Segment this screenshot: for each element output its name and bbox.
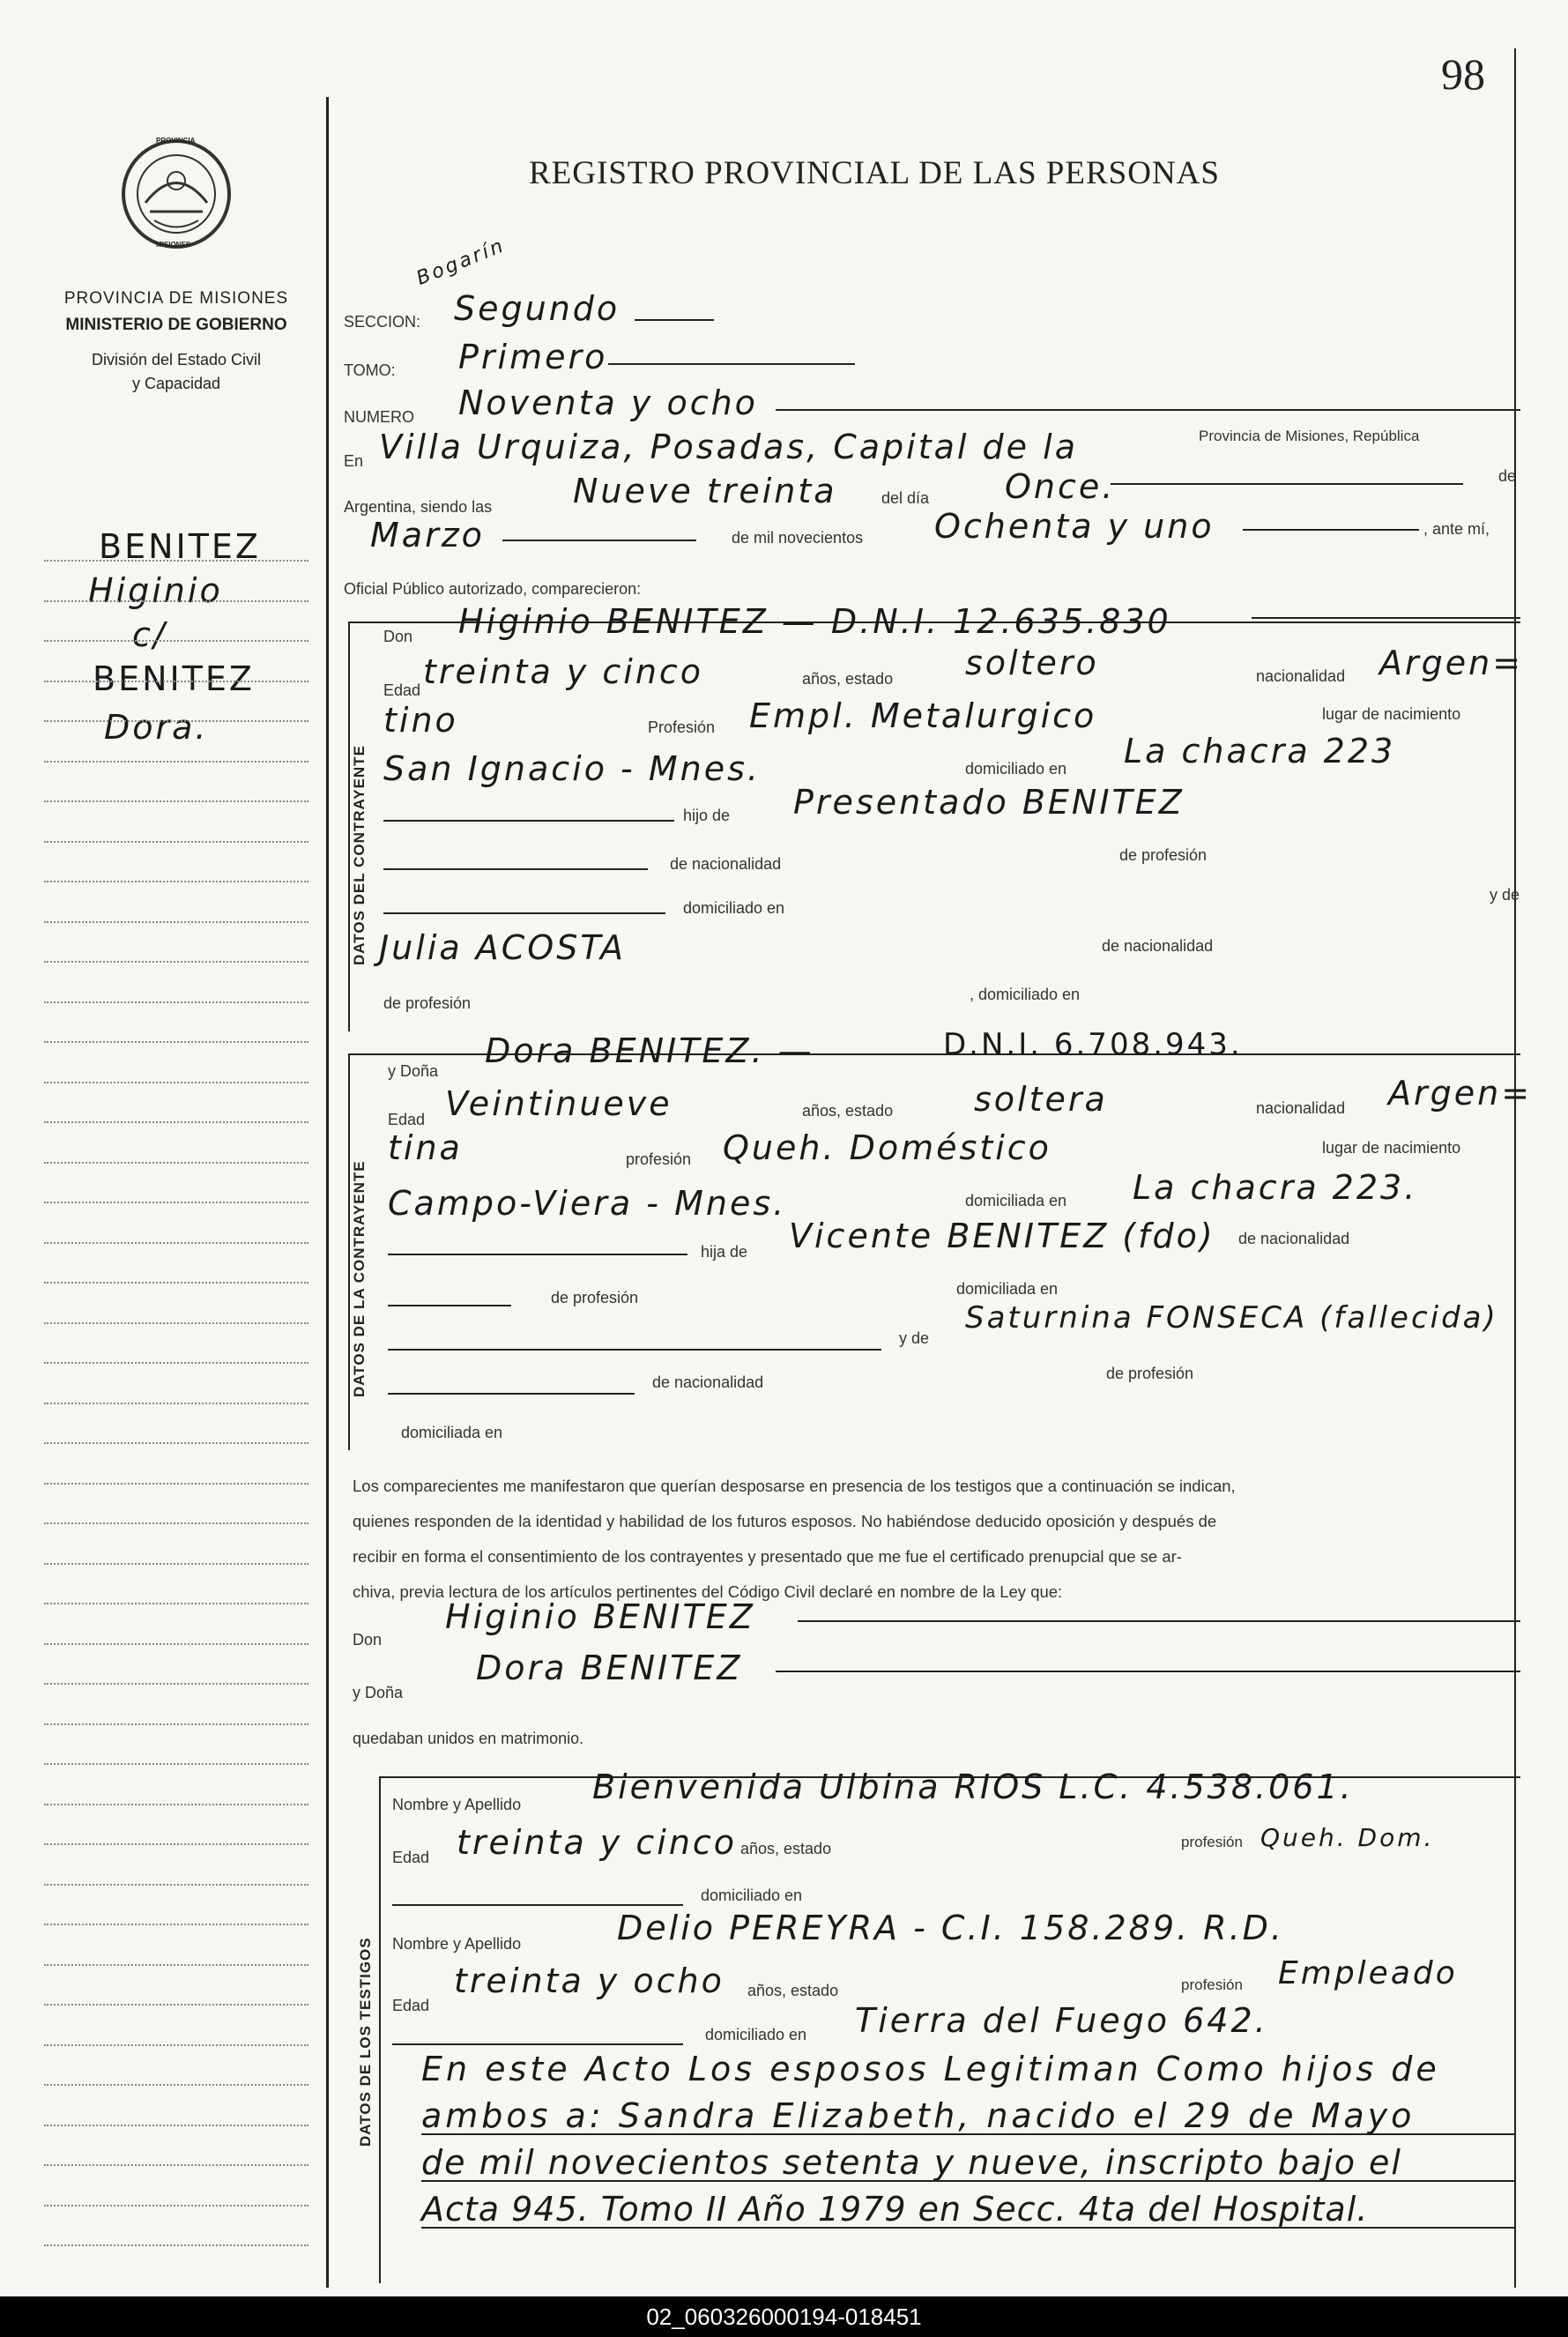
t1-profesion: Queh. Dom. <box>1260 1823 1435 1852</box>
contrayente-nacionalidad-1: Argen= <box>1379 644 1524 682</box>
margin-ruled-line <box>44 640 308 642</box>
contrayenta-bracket <box>348 1053 350 1450</box>
don-label: Don <box>383 628 413 645</box>
argentina-label: Argentina, siendo las <box>344 498 493 516</box>
margin-ruled-line <box>44 2044 308 2046</box>
margin-ruled-line <box>44 1001 308 1003</box>
contrayente-lugar-nac: San Ignacio - Mnes. <box>383 749 761 788</box>
notes-line1: En este Acto Los esposos Legitiman Como hijos de <box>421 2050 1440 2088</box>
madre-nac-underline-2 <box>388 1393 635 1395</box>
notes-rule3 <box>421 2227 1514 2229</box>
dia-underline <box>1111 483 1463 485</box>
annotation-bogarin: Bogarín <box>413 234 509 290</box>
margin-ruled-line <box>44 1643 308 1645</box>
ydee-underline-2 <box>388 1349 881 1351</box>
contrayente-padre: Presentado BENITEZ <box>793 783 1185 822</box>
contrayenta-nacionalidad-1: Argen= <box>1388 1074 1533 1113</box>
page-number: 98 <box>1441 49 1485 99</box>
lugar-nac-label-2: lugar de nacimiento <box>1322 1139 1461 1157</box>
lugar-value: Villa Urquiza, Posadas, Capital de la <box>379 428 1078 466</box>
padre-dom-underline <box>383 912 665 914</box>
anio-underline <box>1243 529 1419 531</box>
contrayente-section-label: DATOS DEL CONTRAYENTE <box>351 745 368 965</box>
t2-anos-estado-label: años, estado <box>747 1982 839 1999</box>
madre-nac-label: de nacionalidad <box>1102 937 1214 955</box>
notes-line3: de mil novecientos setenta y nueve, inscripto bajo el <box>421 2143 1402 2182</box>
seal-text-bottom: MISIONES <box>156 241 191 249</box>
t1-dom-label: domiciliado en <box>701 1887 803 1904</box>
contrayenta-section-label: DATOS DE LA CONTRAYENTE <box>351 1160 368 1397</box>
margin-ruled-line <box>44 1683 308 1685</box>
decl-dona: Dora BENITEZ <box>476 1649 743 1687</box>
en-label: En <box>344 452 364 470</box>
edad-label: Edad <box>383 681 421 699</box>
margin-ruled-line <box>44 1884 308 1886</box>
margin-ruled-line <box>44 761 308 763</box>
margin-ruled-line <box>44 1242 308 1244</box>
margin-note-line4: BENITEZ <box>93 659 255 698</box>
contrayente-domicilio: La chacra 223 <box>1124 732 1396 770</box>
nacionalidad-label: nacionalidad <box>1256 667 1346 685</box>
margin-ruled-line <box>44 2164 308 2166</box>
nombre-underline <box>1252 617 1520 619</box>
t2-domicilio: Tierra del Fuego 642. <box>855 2001 1268 2040</box>
margin-ruled-line <box>44 1924 308 1925</box>
declaration-line2: quienes responden de la identidad y habilidad de los futuros esposos. No habiéndose deducido oposición y después de <box>353 1512 1217 1530</box>
margin-note-line5: Dora. <box>104 708 209 747</box>
lugar-nac-label: lugar de nacimiento <box>1322 705 1461 723</box>
margin-ruled-line <box>44 841 308 843</box>
madre-nac-label-2: de nacionalidad <box>652 1373 764 1391</box>
contrayente-nacionalidad-2: tino <box>383 701 458 740</box>
margin-ruled-line <box>44 881 308 882</box>
document-title: REGISTRO PROVINCIAL DE LAS PERSONAS <box>529 155 1220 191</box>
tomo-underline <box>608 363 855 365</box>
hija-de-label: hija de <box>701 1243 748 1261</box>
dona-label: y Doña <box>388 1062 439 1080</box>
declaration-line1: Los comparecientes me manifestaron que querían desposarse en presencia de los testigos que a continuación se indican, <box>353 1477 1236 1495</box>
margin-ruled-line <box>44 1603 308 1604</box>
t1-edad-label: Edad <box>392 1849 430 1866</box>
edad-label-2: Edad <box>388 1111 426 1128</box>
t2-edad: treinta y ocho <box>454 1961 725 2000</box>
hijo-de-label: hijo de <box>683 807 731 824</box>
decl-don-label: Don <box>353 1631 383 1649</box>
margin-ruled-line <box>44 2244 308 2246</box>
margin-note-line1: BENITEZ <box>99 527 261 566</box>
hijo-underline-left <box>383 820 674 822</box>
margin-ruled-line <box>44 1121 308 1123</box>
domiciliada-label: domiciliada en <box>965 1192 1067 1209</box>
seccion-value: Segundo <box>454 289 621 328</box>
contrayenta-nacionalidad-2: tina <box>388 1128 463 1167</box>
y-de-label: y de <box>1490 886 1520 904</box>
madre-dom-label: , domiciliado en <box>970 986 1081 1003</box>
margin-ruled-line <box>44 1563 308 1565</box>
de-label: de <box>1498 467 1517 485</box>
margin-ruled-line <box>44 681 308 682</box>
margin-ruled-line <box>44 720 308 722</box>
contrayente-estado: soltero <box>965 644 1099 682</box>
right-border-line <box>1514 48 1516 2288</box>
margin-ruled-line <box>44 2205 308 2207</box>
margin-ruled-line <box>44 1723 308 1725</box>
contrayenta-dni: D.N.I. 6.708.943. <box>943 1027 1243 1062</box>
padre-dom-label: domiciliado en <box>683 899 785 917</box>
margin-ruled-line <box>44 1041 308 1043</box>
padre-nac-underline <box>383 868 648 870</box>
t2-dom-underline <box>392 2043 683 2045</box>
t1-profesion-label: profesión <box>1181 1834 1243 1850</box>
division-line2: y Capacidad <box>131 375 221 392</box>
profesion-label-2: profesión <box>626 1150 692 1168</box>
domiciliado-label: domiciliado en <box>965 760 1067 778</box>
declaration-line3: recibir en forma el consentimiento de los contrayentes y presentado que me fue el certificado prenupcial que se ar- <box>353 1547 1182 1566</box>
anos-estado-label-2: años, estado <box>802 1102 894 1120</box>
oficial-label: Oficial Público autorizado, comparecieron: <box>344 580 642 598</box>
division-line1: División del Estado Civil <box>91 351 262 368</box>
t2-nombre-label: Nombre y Apellido <box>392 1935 522 1953</box>
hija-underline-left <box>388 1254 687 1255</box>
margin-ruled-line <box>44 921 308 923</box>
margin-ruled-line <box>44 1403 308 1404</box>
margin-ruled-line <box>44 2004 308 2006</box>
t1-nombre-label: Nombre y Apellido <box>392 1796 522 1813</box>
t2-profesion-label: profesión <box>1181 1976 1243 1993</box>
contrayenta-nombre: Dora BENITEZ. — <box>485 1031 814 1070</box>
margin-ruled-line <box>44 1964 308 1966</box>
padre-nac-label: de nacionalidad <box>670 855 782 873</box>
contrayenta-domicilio: La chacra 223. <box>1133 1168 1418 1207</box>
notes-rule1 <box>421 2133 1514 2135</box>
padre-dom-label-2: domiciliada en <box>956 1280 1059 1298</box>
margin-ruled-line <box>44 1322 308 1324</box>
anio-value: Ochenta y uno <box>934 507 1215 546</box>
margin-note-line3: c/ <box>132 615 167 654</box>
left-rule <box>326 97 329 2288</box>
seal-text-top: PROVINCIA <box>156 137 196 145</box>
margin-ruled-line <box>44 1763 308 1765</box>
contrayente-nombre: Higinio BENITEZ — D.N.I. 12.635.830 <box>458 602 1171 641</box>
notes-rule2 <box>421 2180 1514 2182</box>
anos-estado-label: años, estado <box>802 670 894 688</box>
ministry-name: MINISTERIO DE GOBIERNO <box>65 316 287 334</box>
decl-don-underline <box>798 1620 1520 1622</box>
margin-ruled-line <box>44 2125 308 2126</box>
numero-value: Noventa y ocho <box>458 383 758 422</box>
contrayente-bracket <box>348 621 350 1031</box>
padre-prof-label-2: de profesión <box>551 1289 639 1306</box>
t2-profesion: Empleado <box>1278 1955 1458 1991</box>
notes-line2: ambos a: Sandra Elizabeth, nacido el 29 de Mayo <box>421 2096 1416 2135</box>
margin-ruled-line <box>44 1202 308 1203</box>
contrayenta-lugar-nac: Campo-Viera - Mnes. <box>388 1184 787 1223</box>
t1-anos-estado-label: años, estado <box>740 1840 832 1857</box>
margin-ruled-line <box>44 1442 308 1444</box>
contrayenta-madre: Saturnina FONSECA (fallecida) <box>965 1300 1498 1336</box>
numero-label: NUMERO <box>344 408 414 426</box>
y-de-label-2: y de <box>899 1329 930 1347</box>
padre-nac-label-2: de nacionalidad <box>1238 1230 1350 1247</box>
hora-value: Nueve treinta <box>573 472 837 510</box>
contrayenta-profesion: Queh. Doméstico <box>723 1128 1052 1167</box>
margin-ruled-line <box>44 600 308 602</box>
footer-code: 02_060326000194-018451 <box>646 2304 922 2330</box>
de-mil-label: de mil novecientos <box>732 529 864 547</box>
t2-edad-label: Edad <box>392 1997 430 2014</box>
contrayente-madre: Julia ACOSTA <box>379 928 627 967</box>
del-dia-label: del día <box>881 489 930 507</box>
padre-prof-label: de profesión <box>1119 846 1208 864</box>
contrayenta-estado: soltera <box>974 1080 1108 1119</box>
contrayente-profesion: Empl. Metalurgico <box>749 696 1097 735</box>
ante-mi-label: , ante mí, <box>1423 520 1490 538</box>
t2-dom-label: domiciliado en <box>705 2026 807 2043</box>
seccion-underline <box>635 319 714 321</box>
margin-ruled-line <box>44 1162 308 1164</box>
numero-underline <box>776 409 1520 411</box>
tomo-label: TOMO: <box>344 361 396 379</box>
margin-ruled-line <box>44 1843 308 1845</box>
nacionalidad-label-2: nacionalidad <box>1256 1099 1346 1117</box>
contrayente-edad: treinta y cinco <box>423 652 704 691</box>
provincia-text: Provincia de Misiones, República <box>1199 428 1420 444</box>
decl-dona-underline <box>776 1671 1520 1672</box>
margin-ruled-line <box>44 961 308 963</box>
mes-underline <box>502 540 696 541</box>
madre-dom-label-2: domiciliada en <box>401 1424 503 1441</box>
t1-dom-underline <box>392 1904 683 1906</box>
decl-dona-label: y Doña <box>353 1684 404 1701</box>
notes-line4: Acta 945. Tomo II Año 1979 en Secc. 4ta del Hospital. <box>421 2190 1369 2229</box>
mes-value: Marzo <box>370 516 485 554</box>
seccion-label: SECCION: <box>344 313 421 331</box>
t2-nombre: Delio PEREYRA - C.I. 158.289. R.D. <box>617 1909 1284 1947</box>
t1-edad: treinta y cinco <box>457 1823 738 1862</box>
margin-ruled-line <box>44 1483 308 1485</box>
padre-prof-underline-2 <box>388 1305 511 1306</box>
dia-value: Once. <box>1005 467 1116 506</box>
decl-don: Higinio BENITEZ <box>445 1597 755 1636</box>
contrayenta-edad: Veintinueve <box>445 1084 673 1123</box>
madre-prof-label-2: de profesión <box>1106 1365 1194 1382</box>
margin-ruled-line <box>44 2084 308 2086</box>
margin-ruled-line <box>44 1804 308 1805</box>
contrayenta-padre: Vicente BENITEZ (fdo) <box>789 1217 1215 1255</box>
declaration-line4: chiva, previa lectura de los artículos pertinentes del Código Civil declaré en nombre de la Ley que: <box>353 1582 1063 1601</box>
testigos-section-label: DATOS DE LOS TESTIGOS <box>357 1937 374 2147</box>
t1-nombre: Bienvenida Ulbina RIOS L.C. 4.538.061. <box>592 1768 1354 1806</box>
margin-ruled-line <box>44 800 308 802</box>
margin-ruled-line <box>44 1282 308 1284</box>
margin-ruled-line <box>44 1082 308 1083</box>
quedaban-text: quedaban unidos en matrimonio. <box>353 1730 584 1747</box>
provincial-seal <box>119 128 234 260</box>
profesion-label: Profesión <box>648 718 716 736</box>
madre-prof-label: de profesión <box>383 994 472 1012</box>
margin-ruled-line <box>44 1362 308 1364</box>
footer-bar <box>0 2296 1568 2337</box>
province-name: PROVINCIA DE MISIONES <box>63 289 289 308</box>
testigos-bracket <box>379 1776 381 2283</box>
tomo-value: Primero <box>458 338 608 376</box>
margin-ruled-line <box>44 1522 308 1524</box>
margin-ruled-line <box>44 560 308 562</box>
margin-note-line2: Higinio <box>88 571 223 610</box>
